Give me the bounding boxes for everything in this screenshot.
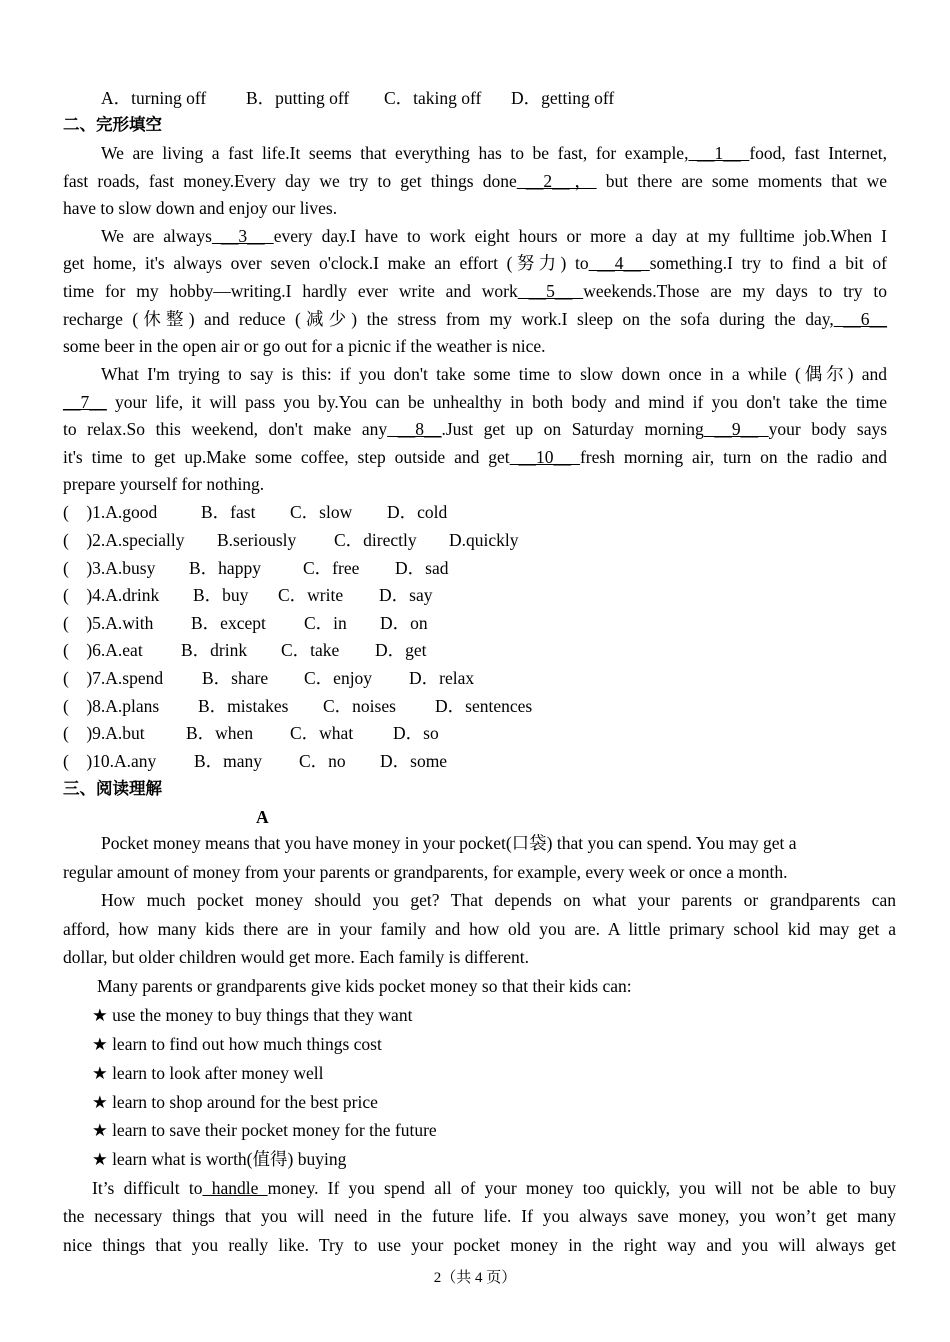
blank-6: __6__ [833, 309, 888, 329]
question-row: ( )5.A.with B．except C．in D．on [63, 613, 428, 633]
reading-p2-line1: How much pocket money should you get? That depends on what your parents or grandparents can [101, 890, 896, 910]
cloze-p3-line1: What I'm trying to say is this: if you don't take some time to slow down once in a while (偶尔) and [101, 364, 887, 384]
question-row: ( )3.A.busy B．happy C．free D．sad [63, 558, 449, 578]
cloze-p2-line1: We are always __3__ every day.I have to work eight hours or more a day at my fulltime job.When I [101, 226, 887, 246]
blank-8: __8__ [387, 419, 442, 439]
cloze-p1-line1: We are living a fast life.It seems that everything has to be fast, for example, __1__ food, fast Internet, [101, 143, 887, 163]
blank-4: __4__ [588, 253, 650, 273]
list-item: ★ learn to shop around for the best price [92, 1092, 378, 1112]
list-item: ★ learn to look after money well [92, 1063, 324, 1083]
list-item: ★ learn what is worth(值得) buying [92, 1149, 347, 1169]
option-a: A．turning off [101, 88, 207, 108]
cloze-p1-line3: have to slow down and enjoy our lives. [63, 198, 338, 218]
option-b: B．putting off [246, 88, 350, 108]
cloze-p2-line2: get home, it's always over seven o'clock.I make an effort (努力) to __4__ something.I try to find a bit of [63, 253, 887, 273]
cloze-p3-line5: prepare yourself for nothing. [63, 474, 265, 494]
cloze-p3-line4: it's time to get up.Make some coffee, step outside and get __10__ fresh morning air, turn on the radio and [63, 447, 887, 467]
underlined-word-handle: handle [202, 1178, 268, 1198]
reading-p1-line2: regular amount of money from your parents or grandparents, for example, every week or once a month. [63, 862, 788, 882]
question-row: ( )7.A.spend B．share C．enjoy D．relax [63, 668, 475, 688]
reading-p1-line1: Pocket money means that you have money in your pocket(口袋) that you can spend. You may get a [101, 833, 797, 853]
cloze-p3-line3: to relax.So this weekend, don't make any __8__.Just get up on Saturday morning __9__ your body says [63, 419, 888, 439]
blank-1: __1__ [688, 143, 750, 163]
question-row: ( )6.A.eat B．drink C．take D．get [63, 640, 427, 660]
passage-label: A [256, 807, 269, 827]
reading-p4-line3: nice things that you really like. Try to use your pocket money in the right way and you will always get [63, 1235, 896, 1255]
reading-p3: Many parents or grandparents give kids pocket money so that their kids can: [97, 976, 632, 996]
list-item: ★ use the money to buy things that they want [92, 1005, 413, 1025]
reading-p2-line2: afford, how many kids there are in your family and how old you are. A little primary school kid may get a [63, 919, 896, 939]
section-title-reading: 三、阅读理解 [63, 779, 162, 798]
blank-10: __10__ [509, 447, 580, 467]
question-row: ( )9.A.but B．when C．what D．so [63, 723, 439, 743]
cloze-p3-line2: __7__ your life, it will pass you by.You can be unhealthy in both body and mind if you don't take the time [63, 392, 887, 412]
section-title-cloze: 二、完形填空 [63, 115, 162, 134]
blank-5: __5__ [517, 281, 584, 301]
cloze-p2-line3: time for my hobby—writing.I hardly ever write and work __5__ weekends.Those are my days to try to [63, 281, 887, 301]
blank-9: __9__ [703, 419, 769, 439]
question-row: ( )2.A.specially B.seriously C．directly D.quickly [63, 530, 519, 550]
question-row: ( )4.A.drink B．buy C．write D．say [63, 585, 433, 605]
cloze-p2-line4: recharge (休整) and reduce (减少) the stress from my work.I sleep on the sofa during the day, __6__ [63, 309, 888, 329]
blank-3: __3__ [211, 226, 274, 246]
blank-7: __7__ [63, 392, 107, 412]
reading-p4-line1: It’s difficult to handle money. If you spend all of your money too quickly, you will not be able to buy [92, 1178, 896, 1198]
question-row: ( )1.A.good B．fast C．slow D．cold [63, 502, 448, 522]
list-item: ★ learn to save their pocket money for the future [92, 1120, 437, 1140]
reading-p4-line2: the necessary things that you will need in the future life. If you always save money, you won’t get many [63, 1206, 896, 1226]
reading-p2-line3: dollar, but older children would get more. Each family is different. [63, 947, 529, 967]
question-row: ( )10.A.any B．many C．no D．some [63, 751, 448, 771]
cloze-p1-line2: fast roads, fast money.Every day we try to get things done __2__， but there are some moments that we [63, 171, 888, 191]
question-row: ( )8.A.plans B．mistakes C．noises D．sentences [63, 696, 533, 716]
cloze-p2-line5: some beer in the open air or go out for a picnic if the weather is nice. [63, 336, 546, 356]
option-c: C．taking off [384, 88, 482, 108]
blank-2: __2__， [516, 171, 597, 191]
list-item: ★ learn to find out how much things cost [92, 1034, 382, 1054]
page-number: 2（共 4 页） [433, 1270, 517, 1286]
option-d: D．getting off [511, 88, 615, 108]
